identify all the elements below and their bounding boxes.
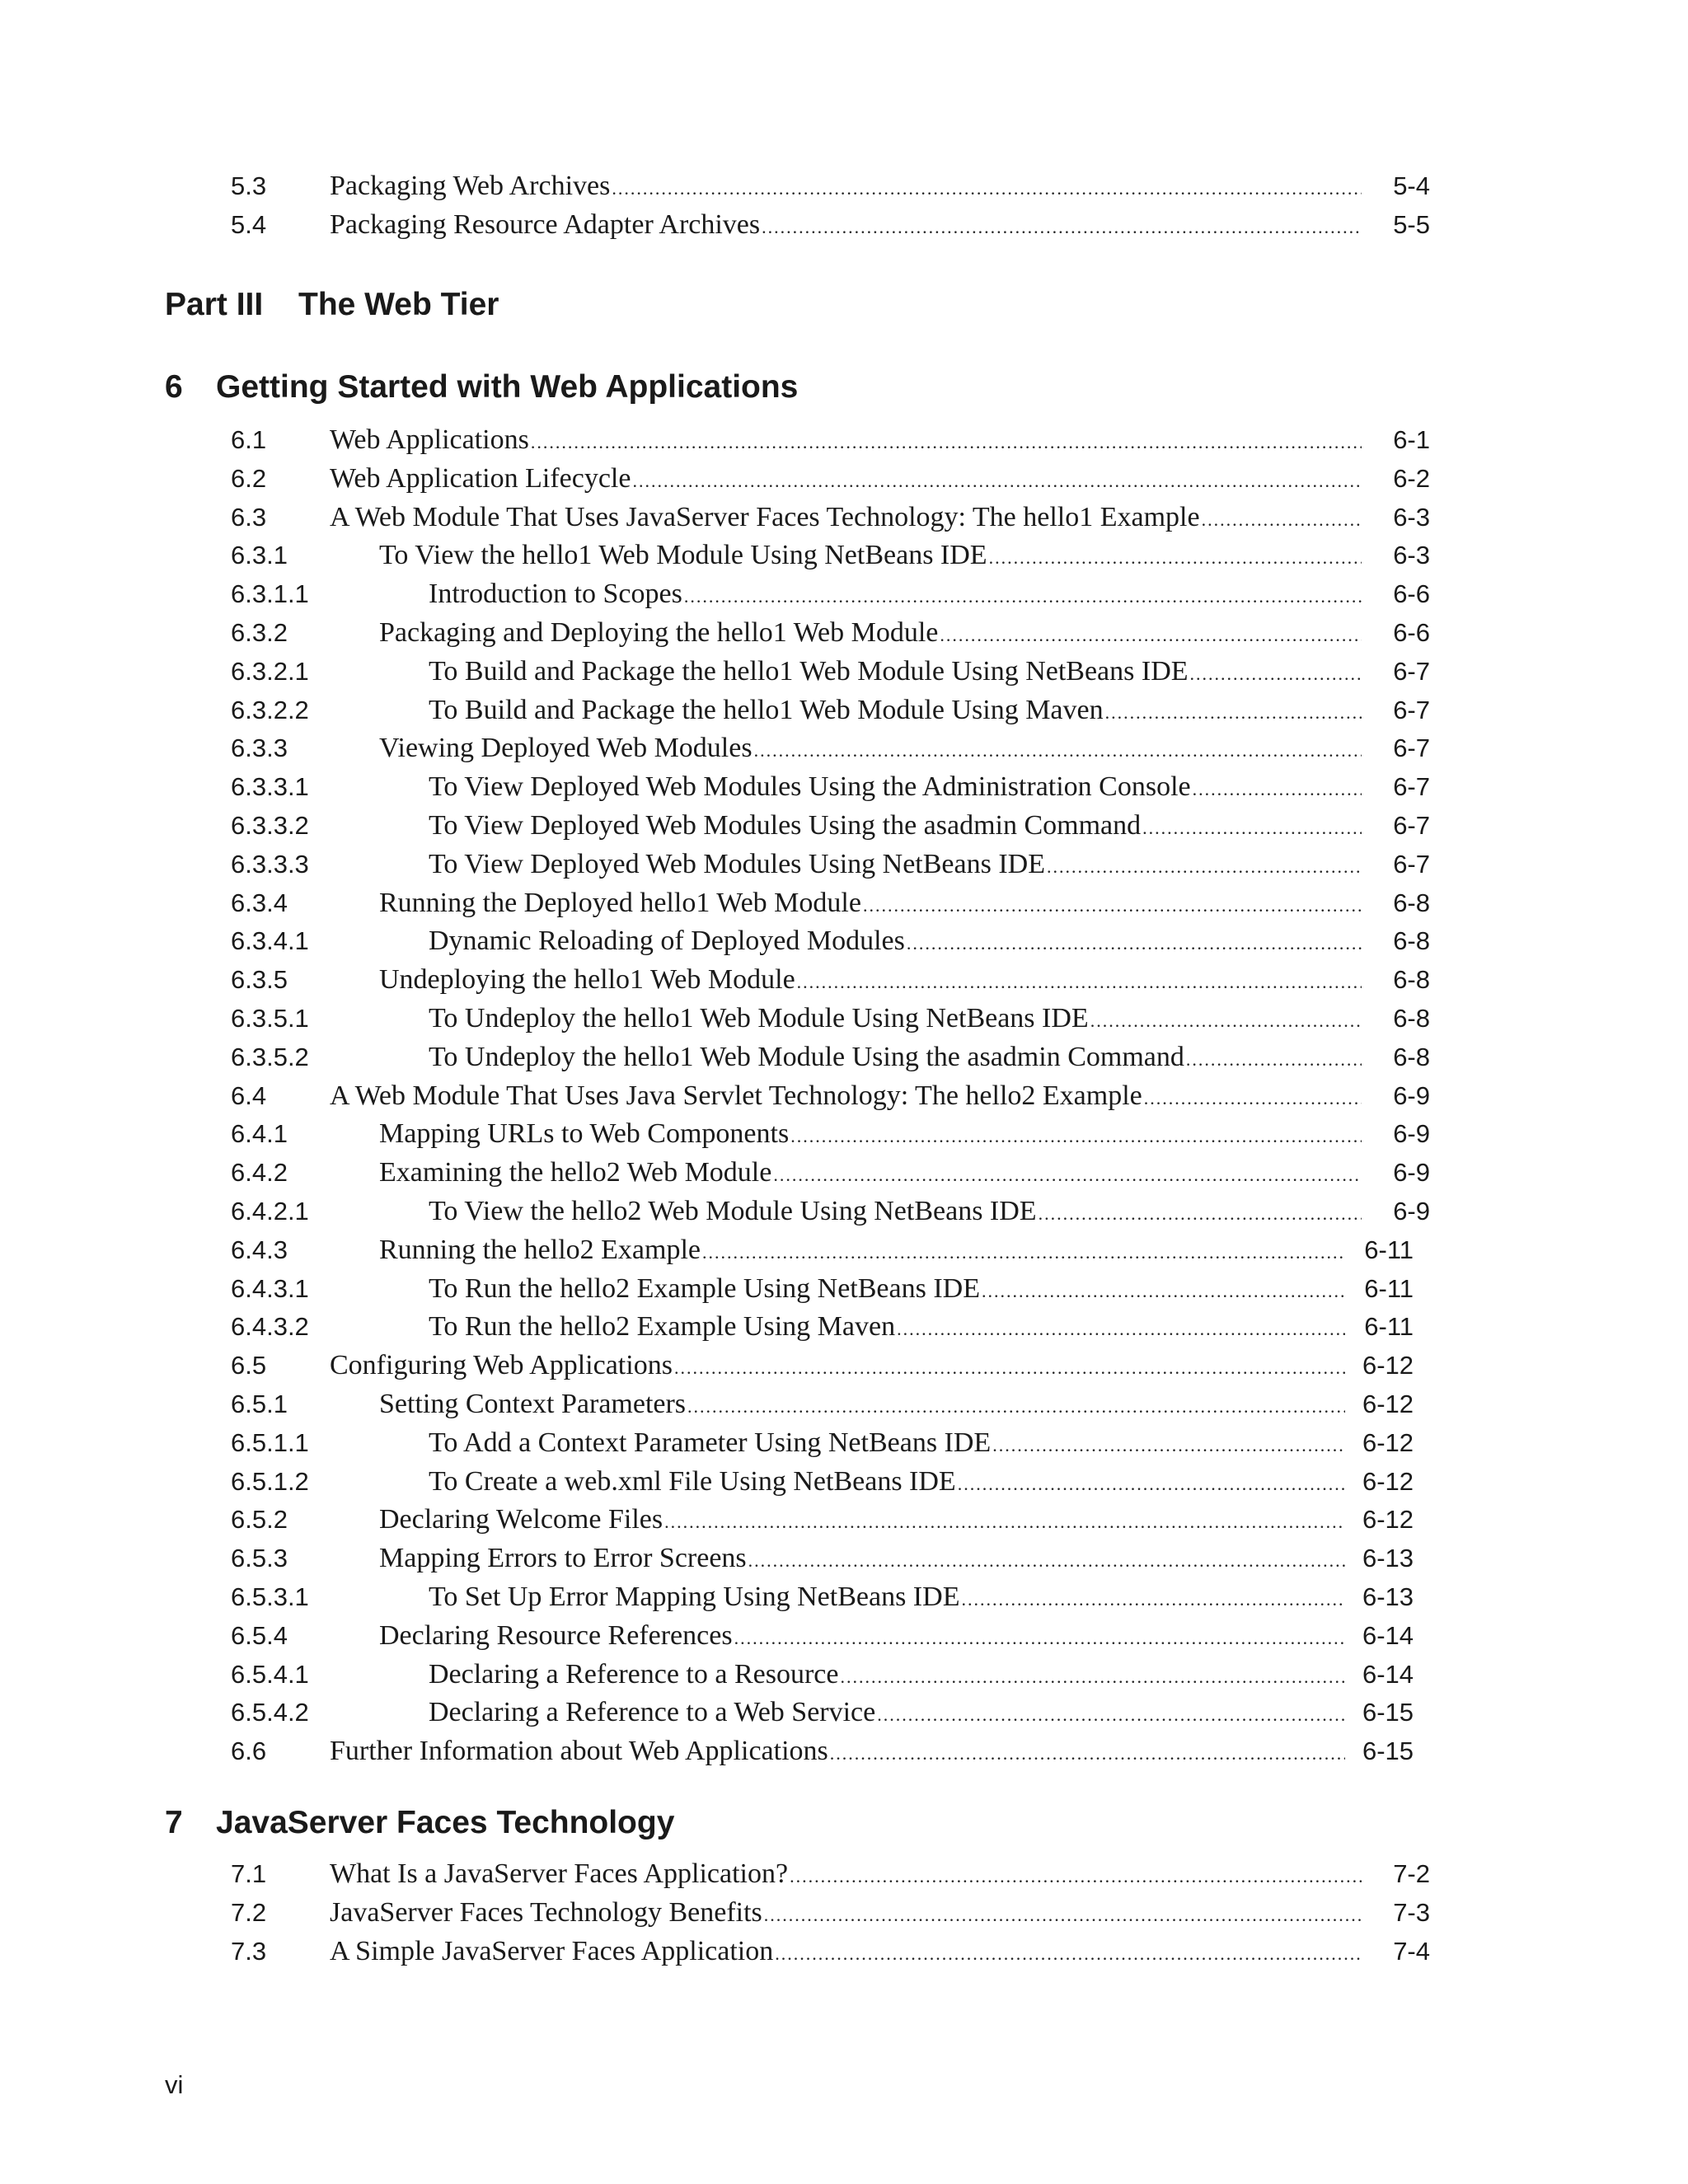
toc-entry-title[interactable]: To Undeploy the hello1 Web Module Using NetBeans IDE <box>429 1003 1089 1033</box>
toc-entry-page: 6-9 <box>1393 1119 1430 1149</box>
toc-entry-page: 6-7 <box>1393 695 1430 724</box>
toc-entry-number: 6.1 <box>231 425 267 454</box>
toc-entry-number: 6.5.1.1 <box>231 1427 309 1457</box>
dot-leader <box>754 740 1362 762</box>
toc-entry-page: 6-12 <box>1362 1466 1414 1496</box>
toc-entry-title[interactable]: Web Application Lifecycle <box>330 462 631 494</box>
toc-entry-number: 6.4.3.1 <box>231 1273 309 1303</box>
toc-entry-title[interactable]: To View Deployed Web Modules Using the asadmin Command <box>429 810 1142 841</box>
dot-leader <box>992 1435 1345 1456</box>
toc-entry[interactable] <box>231 1582 1430 1620</box>
part-title: The Web Tier <box>298 287 499 322</box>
toc-entry-title[interactable]: Web Applications <box>330 424 529 455</box>
dot-leader <box>982 1281 1345 1302</box>
toc-entry-page: 5-5 <box>1393 210 1430 239</box>
toc-entry-number: 6.4.3 <box>231 1235 288 1264</box>
toc-entry-number: 6.5.4.1 <box>231 1659 309 1689</box>
toc-entry-page: 6-14 <box>1362 1659 1414 1689</box>
toc-entry-title[interactable]: Undeploying the hello1 Web Module <box>379 964 795 996</box>
dot-leader <box>775 1943 1362 1965</box>
toc-entry-page: 6-14 <box>1362 1620 1414 1650</box>
toc-entry-title[interactable]: Packaging Web Archives <box>330 171 611 201</box>
dot-leader <box>674 1357 1345 1379</box>
dot-leader <box>907 933 1362 954</box>
toc-entry-title[interactable]: Packaging and Deploying the hello1 Web Module <box>379 617 939 648</box>
toc-entry-number: 6.3 <box>231 502 267 532</box>
dot-leader <box>612 178 1362 199</box>
toc-entry[interactable] <box>231 502 1430 541</box>
toc-entry-number: 7.1 <box>231 1859 267 1888</box>
toc-entry[interactable] <box>231 1042 1430 1080</box>
toc-entry-title[interactable]: To Create a web.xml File Using NetBeans IDE <box>429 1465 956 1497</box>
toc-entry-title[interactable]: To Build and Package the hello1 Web Module Using NetBeans IDE <box>429 655 1189 687</box>
toc-entry-number: 6.3.3 <box>231 733 288 763</box>
toc-entry-title[interactable]: To View Deployed Web Modules Using NetBeans IDE <box>429 848 1045 879</box>
toc-entry[interactable] <box>231 1697 1430 1736</box>
chapter-6-heading <box>165 369 798 405</box>
toc-entry-page: 7-3 <box>1393 1898 1430 1927</box>
toc-entry-title[interactable]: JavaServer Faces Technology Benefits <box>330 1897 762 1928</box>
toc-entry[interactable] <box>231 1157 1430 1196</box>
toc-entry[interactable] <box>231 171 1430 209</box>
toc-entry[interactable] <box>231 810 1430 849</box>
toc-entry-title[interactable]: To Undeploy the hello1 Web Module Using the asadmin Command <box>429 1041 1184 1072</box>
toc-entry-title[interactable]: Configuring Web Applications <box>330 1350 673 1381</box>
toc-entry-number: 6.6 <box>231 1736 267 1766</box>
toc-entry-page: 6-12 <box>1362 1505 1414 1535</box>
chapter-7-number: 7 <box>165 1805 183 1840</box>
chapter-7-title: JavaServer Faces Technology <box>216 1805 675 1840</box>
toc-entry-page: 6-1 <box>1393 425 1430 454</box>
toc-entry-title[interactable]: Declaring a Reference to a Resource <box>429 1658 839 1690</box>
dot-leader <box>748 1550 1345 1572</box>
toc-entry-number: 6.3.3.2 <box>231 811 309 840</box>
toc-entry-title[interactable]: Declaring a Reference to a Web Service <box>429 1697 876 1728</box>
toc-entry-title[interactable]: Declaring Resource References <box>379 1619 733 1651</box>
dot-leader <box>797 972 1362 993</box>
toc-entry[interactable] <box>231 771 1430 810</box>
toc-entry-number: 6.5.1 <box>231 1390 288 1418</box>
chapter-6-number: 6 <box>165 369 183 405</box>
dot-leader <box>790 1126 1362 1147</box>
toc-entry-page: 6-9 <box>1393 1080 1430 1110</box>
toc-entry-page: 6-3 <box>1393 541 1430 570</box>
toc-entry[interactable] <box>231 1003 1430 1042</box>
toc-entry-page: 6-2 <box>1393 463 1430 493</box>
toc-entry-number: 6.3.5 <box>231 965 288 995</box>
dot-leader <box>764 1905 1362 1926</box>
toc-entry[interactable] <box>231 1936 1430 1975</box>
dot-leader <box>531 432 1362 453</box>
toc-entry-title[interactable]: A Web Module That Uses JavaServer Faces Technology: The hello1 Example <box>330 501 1200 532</box>
toc-entry-title[interactable]: To Set Up Error Mapping Using NetBeans IDE <box>429 1582 960 1612</box>
dot-leader <box>961 1589 1345 1610</box>
toc-entry-title[interactable]: Packaging Resource Adapter Archives <box>330 209 761 240</box>
toc-entry[interactable] <box>231 1350 1430 1389</box>
dot-leader <box>958 1474 1345 1495</box>
toc-entry-page: 6-8 <box>1393 1004 1430 1033</box>
toc-entry-number: 6.3.4 <box>231 888 288 917</box>
toc-entry-page: 6-7 <box>1393 772 1430 802</box>
dot-leader <box>734 1628 1345 1649</box>
toc-entry[interactable] <box>231 733 1430 771</box>
toc-entry-number: 7.2 <box>231 1898 267 1927</box>
toc-entry-number: 6.5.4 <box>231 1620 288 1650</box>
toc-entry[interactable] <box>231 1311 1430 1350</box>
toc-entry-number: 6.5.3.1 <box>231 1582 309 1611</box>
toc-entry-page: 6-3 <box>1393 502 1430 532</box>
toc-entry[interactable] <box>231 1620 1430 1659</box>
toc-entry[interactable] <box>231 540 1430 579</box>
toc-entry[interactable] <box>231 1235 1430 1273</box>
toc-entry-number: 6.5.1.2 <box>231 1466 309 1496</box>
toc-entry-page: 6-13 <box>1362 1582 1414 1611</box>
toc-entry[interactable] <box>231 579 1430 617</box>
dot-leader <box>830 1743 1345 1765</box>
toc-entry-title[interactable]: To Run the hello2 Example Using Maven <box>429 1311 896 1343</box>
dot-leader <box>1202 509 1362 531</box>
toc-entry-number: 6.5.3 <box>231 1544 288 1573</box>
toc-entry[interactable] <box>231 1897 1430 1936</box>
dot-leader <box>664 1511 1345 1533</box>
toc-entry-title[interactable]: Dynamic Reloading of Deployed Modules <box>429 926 905 957</box>
toc-entry-number: 6.3.4.1 <box>231 926 309 956</box>
toc-entry-number: 6.5 <box>231 1351 267 1380</box>
toc-entry[interactable] <box>231 695 1430 733</box>
dot-leader <box>1190 663 1362 685</box>
toc-entry[interactable] <box>231 1118 1430 1157</box>
toc-entry-title[interactable]: Examining the hello2 Web Module <box>379 1157 772 1188</box>
toc-entry-page: 6-9 <box>1393 1158 1430 1188</box>
toc-entry-page: 6-12 <box>1362 1351 1414 1380</box>
toc-entry-number: 5.4 <box>231 210 267 239</box>
toc-entry-title[interactable]: A Web Module That Uses Java Servlet Technology: The hello2 Example <box>330 1080 1142 1111</box>
dot-leader <box>1105 702 1362 724</box>
toc-entry-page: 6-8 <box>1393 1042 1430 1071</box>
toc-entry-title[interactable]: To View Deployed Web Modules Using the Administration Console <box>429 771 1191 803</box>
toc-entry-number: 6.4.3.2 <box>231 1312 309 1342</box>
toc-entry-number: 6.3.5.1 <box>231 1004 309 1033</box>
toc-entry-number: 6.3.1 <box>231 541 288 570</box>
toc-entry-title[interactable]: To View the hello1 Web Module Using NetBeans IDE <box>379 540 987 571</box>
toc-entry[interactable] <box>231 424 1430 463</box>
toc-entry-title[interactable]: A Simple JavaServer Faces Application <box>330 1936 774 1966</box>
dot-leader <box>702 1242 1345 1263</box>
toc-entry[interactable] <box>231 964 1430 1003</box>
toc-entry-page: 6-6 <box>1393 618 1430 647</box>
toc-entry-number: 6.5.2 <box>231 1505 288 1535</box>
dot-leader <box>897 1319 1345 1340</box>
toc-entry[interactable] <box>231 1389 1430 1427</box>
toc-entry[interactable] <box>231 1080 1430 1119</box>
toc-entry[interactable] <box>231 209 1430 248</box>
dot-leader <box>790 1866 1362 1887</box>
toc-entry-number: 6.3.3.1 <box>231 772 309 802</box>
toc-entry-title[interactable]: Introduction to Scopes <box>429 579 682 610</box>
toc-entry-page: 6-15 <box>1362 1698 1414 1727</box>
toc-entry-title[interactable]: To Build and Package the hello1 Web Module Using Maven <box>429 694 1104 725</box>
toc-entry-number: 6.3.1.1 <box>231 579 309 609</box>
toc-entry-page: 6-7 <box>1393 656 1430 686</box>
toc-entry-page: 6-8 <box>1393 965 1430 995</box>
dot-leader <box>863 895 1362 916</box>
dot-leader <box>684 586 1362 607</box>
toc-entry-title[interactable]: Setting Context Parameters <box>379 1389 687 1419</box>
toc-entry-page: 6-6 <box>1393 579 1430 609</box>
toc-entry-page: 6-7 <box>1393 849 1430 879</box>
toc-entry-title[interactable]: To Add a Context Parameter Using NetBeans IDE <box>429 1427 992 1458</box>
toc-entry-number: 7.3 <box>231 1937 267 1966</box>
dot-leader <box>773 1165 1362 1186</box>
toc-entry-page: 6-8 <box>1393 888 1430 917</box>
dot-leader <box>1186 1049 1362 1071</box>
toc-entry-number: 6.5.4.2 <box>231 1698 309 1727</box>
toc-entry-page: 6-15 <box>1362 1736 1414 1766</box>
toc-entry-title[interactable]: To Run the hello2 Example Using NetBeans IDE <box>429 1272 980 1304</box>
toc-entry-title[interactable]: Viewing Deployed Web Modules <box>379 733 753 764</box>
toc-entry[interactable] <box>231 849 1430 888</box>
toc-entry[interactable] <box>231 926 1430 964</box>
toc-entry-number: 5.3 <box>231 171 267 200</box>
dot-leader <box>1193 779 1362 800</box>
toc-entry-number: 6.2 <box>231 463 267 493</box>
dot-leader <box>877 1704 1345 1726</box>
toc-entry-page: 6-13 <box>1362 1544 1414 1573</box>
toc-entry-number: 6.4.1 <box>231 1119 288 1149</box>
toc-entry-number: 6.4.2 <box>231 1158 288 1188</box>
toc-entry-page: 6-11 <box>1364 1273 1414 1303</box>
toc-entry-title[interactable]: Mapping Errors to Error Screens <box>379 1543 747 1574</box>
toc-entry[interactable] <box>231 1466 1430 1505</box>
toc-entry-title[interactable]: What Is a JavaServer Faces Application? <box>330 1858 789 1889</box>
dot-leader <box>687 1396 1345 1418</box>
toc-entry-page: 6-8 <box>1393 926 1430 956</box>
toc-entry[interactable] <box>231 1504 1430 1543</box>
toc-entry-number: 6.3.2.1 <box>231 656 309 686</box>
toc-entry-page: 6-12 <box>1362 1427 1414 1457</box>
toc-entry-title[interactable]: Further Information about Web Applications <box>330 1736 828 1767</box>
toc-entry-page: 7-2 <box>1393 1859 1430 1888</box>
toc-entry-page: 6-7 <box>1393 811 1430 840</box>
dot-leader <box>1144 1088 1362 1109</box>
part-heading <box>165 287 499 323</box>
toc-entry-page: 6-12 <box>1362 1390 1414 1418</box>
toc-entry-page: 6-7 <box>1393 733 1430 763</box>
toc-entry-number: 6.3.5.2 <box>231 1042 309 1071</box>
toc-entry[interactable] <box>231 1858 1430 1897</box>
page-number: vi <box>165 2070 184 2099</box>
toc-entry[interactable] <box>231 1196 1430 1235</box>
dot-leader <box>1142 818 1362 839</box>
chapter-6-title: Getting Started with Web Applications <box>216 369 799 405</box>
toc-entry-title[interactable]: Running the Deployed hello1 Web Module <box>379 887 861 918</box>
toc-entry[interactable] <box>231 617 1430 656</box>
toc-entry-title[interactable]: Running the hello2 Example <box>379 1234 701 1265</box>
toc-entry-title[interactable]: To View the hello2 Web Module Using NetBeans IDE <box>429 1196 1037 1226</box>
dot-leader <box>632 471 1362 492</box>
dot-leader <box>940 625 1362 646</box>
toc-entry-number: 6.3.3.3 <box>231 849 309 879</box>
dot-leader <box>762 217 1362 238</box>
toc-entry[interactable] <box>231 1736 1430 1774</box>
toc-entry-number: 6.3.2.2 <box>231 695 309 724</box>
dot-leader <box>1047 856 1362 878</box>
toc-entry[interactable] <box>231 1273 1430 1312</box>
toc-entry[interactable] <box>231 463 1430 502</box>
dot-leader <box>1039 1203 1362 1225</box>
toc-entry-page: 7-4 <box>1393 1937 1430 1966</box>
toc-entry-number: 6.4.2.1 <box>231 1197 309 1226</box>
toc-entry-title[interactable]: Declaring Welcome Files <box>379 1504 663 1535</box>
chapter-7-heading <box>165 1805 674 1841</box>
toc-entry-title[interactable]: Mapping URLs to Web Components <box>379 1118 790 1150</box>
toc-entry-number: 6.4 <box>231 1080 267 1110</box>
toc-entry-number: 6.3.2 <box>231 618 288 647</box>
dot-leader <box>1090 1010 1362 1032</box>
toc-entry-page: 6-11 <box>1364 1235 1414 1264</box>
part-label: Part III <box>165 287 264 322</box>
toc-entry[interactable] <box>231 1543 1430 1582</box>
toc-entry[interactable] <box>231 1427 1430 1466</box>
toc-entry[interactable] <box>231 888 1430 926</box>
toc-entry-page: 5-4 <box>1393 171 1430 200</box>
dot-leader <box>989 547 1362 569</box>
dot-leader <box>840 1666 1345 1688</box>
toc-entry[interactable] <box>231 1659 1430 1698</box>
toc-entry[interactable] <box>231 656 1430 695</box>
toc-entry-page: 6-9 <box>1393 1197 1430 1226</box>
toc-entry-page: 6-11 <box>1364 1312 1414 1342</box>
